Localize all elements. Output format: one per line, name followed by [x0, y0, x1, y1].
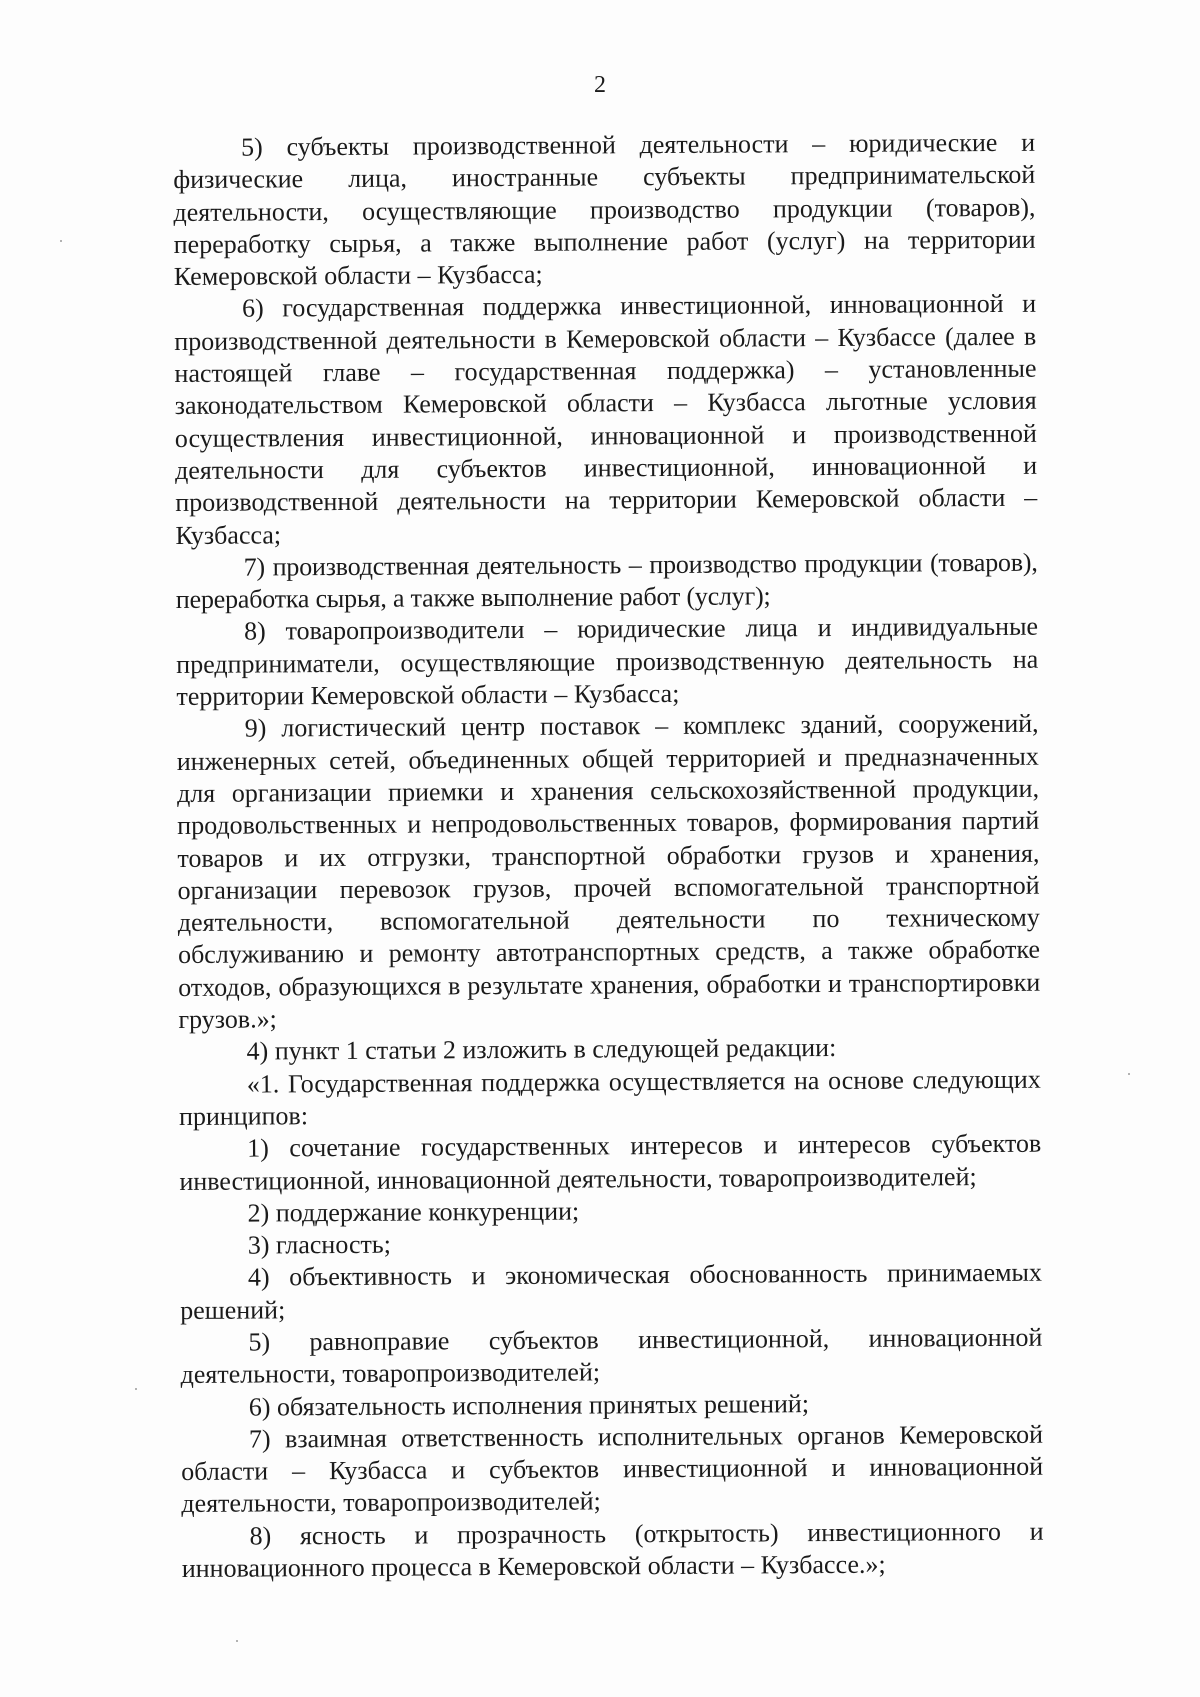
- scan-speck: [60, 240, 62, 242]
- paragraph-principle-3: 3) гласность;: [247, 1229, 391, 1260]
- paragraph-principle-5: 5) равноправие субъектов инвестиционной, инновационной деятельности, товаропроизводителей;: [180, 1322, 1043, 1390]
- paragraph-item-5-production-subjects: 5) субъекты производственной деятельности – юридические и физические лица, иностранные субъекты предпринимательской деятельности, осуществляющие производство продукции (товаров), переработку сырья, а также выполнение работ (услуг) на территории Кемеровской области – Кузбасса;: [173, 127, 1036, 292]
- paragraph-amendment-4: 4) пункт 1 статьи 2 изложить в следующей редакции:: [246, 1033, 837, 1066]
- paragraph-principle-4: 4) объективность и экономическая обоснованность принимаемых решений;: [180, 1258, 1043, 1325]
- paragraph-principle-2: 2) поддержание конкуренции;: [247, 1196, 580, 1228]
- paragraph-principle-6: 6) обязательность исполнения принятых решений;: [248, 1388, 810, 1422]
- paragraph-item-8-producers: 8) товаропроизводители – юридические лица и индивидуальные предприниматели, осуществляющие производственную деятельность на территории Кемеровской области – Кузбасса;: [176, 612, 1039, 712]
- scan-speck: [1128, 1073, 1130, 1075]
- paragraph-item-9-logistics-center: 9) логистический центр поставок – комплекс зданий, сооружений, инженерных сетей, объединенных общей территорией и предназначенных для организации приемки и хранения сельскохозяйственной продукции, продовольственных и непродовольственных товаров, формирования партий товаров и их отгрузки, транспортной обработки грузов и хранения, организации перевозок грузов, прочей вспомогательной транспортной деятельности, вспомогательной деятельности по техническому обслуживанию и ремонту автотранспортных средств, а также обработке отходов, образующихся в результате хранения, обработки и транспортировки грузов.»;: [176, 709, 1041, 1034]
- paragraph-principles-intro: «1. Государственная поддержка осуществляется на основе следующих принципов:: [178, 1064, 1041, 1131]
- paragraph-principle-8: 8) ясность и прозрачность (открытость) инвестиционного и инновационного процесса в Кемеровской области – Кузбассе.»;: [181, 1516, 1044, 1584]
- scan-speck: [236, 1640, 238, 1642]
- paragraph-principle-1: 1) сочетание государственных интересов и интересов субъектов инвестиционной, инновационной деятельности, товаропроизводителей;: [179, 1128, 1042, 1196]
- paragraph-item-6-state-support: 6) государственная поддержка инвестиционной, инновационной и производственной деятельности в Кемеровской области – Кузбассе (далее в настоящей главе – государственная поддержка) – установленные законодательством Кемеровской области – Кузбасса льготные условия осуществления инвестиционной, инновационной и производственной деятельности для субъектов инвестиционной, инновационной и производственной деятельности на территории Кемеровской области – Кузбасса;: [174, 289, 1038, 550]
- paragraph-item-7-production-activity: 7) производственная деятельность – производство продукции (товаров), переработка сырья, а также выполнение работ (услуг);: [175, 547, 1038, 615]
- document-body: [173, 127, 1044, 1586]
- scan-speck: [135, 1388, 137, 1390]
- page-number: 2: [594, 72, 606, 98]
- paragraph-principle-7: 7) взаимная ответственность исполнительных органов Кемеровской области – Кузбасса и субъектов инвестиционной и инновационной деятельности, товаропроизводителей;: [181, 1419, 1044, 1519]
